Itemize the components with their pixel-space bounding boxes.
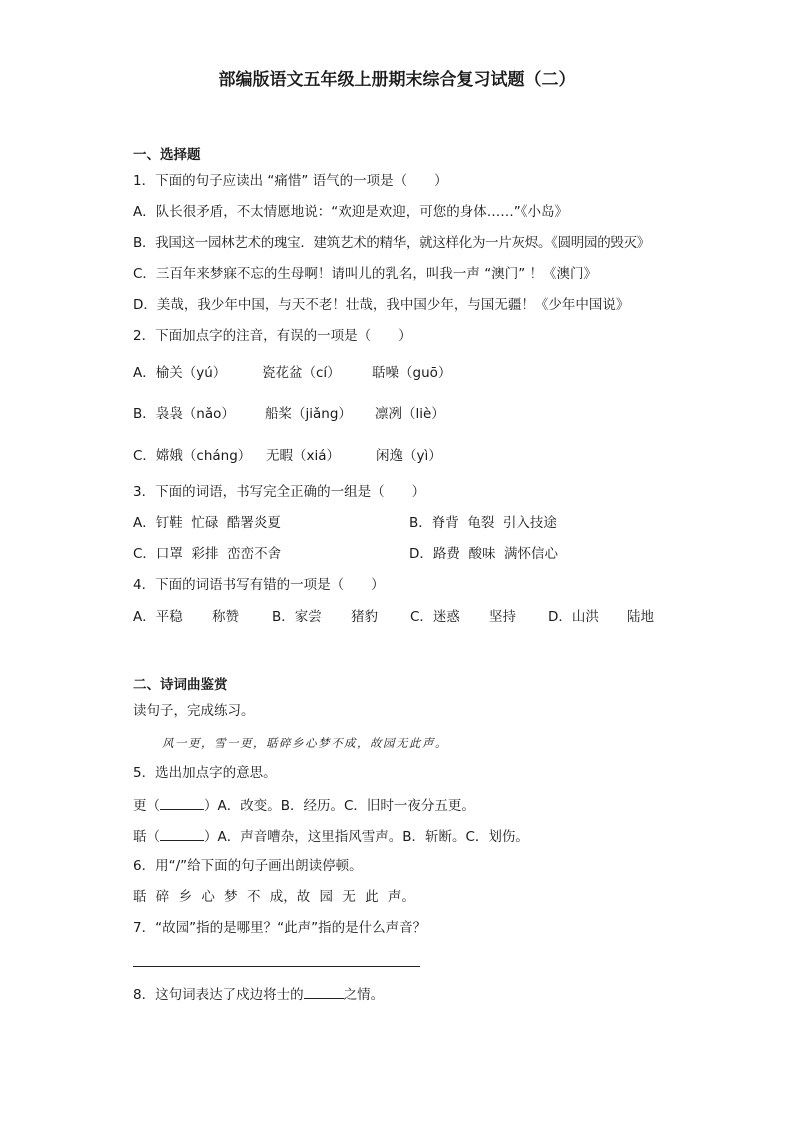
- q4-option-d-1: D．山洪: [548, 609, 599, 625]
- q2-option-a-1: A．榆关（yú）: [133, 365, 227, 381]
- q5-stem: 5．选出加点字的意思。: [133, 765, 277, 781]
- q5-gua-blank[interactable]: [160, 826, 204, 841]
- q8-line: [133, 984, 384, 1004]
- q2-option-b-2: 船桨（jiǎng）: [265, 406, 352, 422]
- q3-option-b: B．脊背 龟裂 引入技途: [409, 515, 557, 531]
- q4-option-c-2: 坚持: [489, 609, 516, 625]
- q8-blank[interactable]: [304, 984, 344, 999]
- q5-gua-prefix: 聒（: [133, 829, 160, 845]
- q2-stem: 2．下面加点字的注音，有误的一项是（ ）: [133, 328, 412, 344]
- q5-geng-blank[interactable]: [160, 795, 204, 810]
- q1-option-b: B．我国这一园林艺术的瑰宝．建筑艺术的精华，就这样化为一片灰烬。《圆明园的毁灭》: [133, 235, 651, 251]
- q4-option-a-2: 称赞: [212, 609, 239, 625]
- q7-answer-line[interactable]: [133, 966, 420, 967]
- q5-gua-line: [133, 826, 529, 846]
- q3-option-d: D．路费 酸味 满怀信心: [409, 546, 559, 562]
- q5-gua-suffix: ）A．声音嘈杂，这里指风雪声。B．斩断。C．划伤。: [204, 829, 529, 845]
- q3-option-a: A．钉鞋 忙碌 酷署炎夏: [133, 515, 281, 531]
- poetry-intro: 读句子，完成练习。: [133, 703, 255, 719]
- q2-option-c-2: 无暇（xiá）: [266, 448, 341, 464]
- q2-option-b-3: 凛冽（liè）: [375, 406, 445, 422]
- section-heading-choice: 一、选择题: [133, 147, 201, 163]
- q6-sentence: 聒 碎 乡 心 梦 不 成，故 园 无 此 声。: [133, 889, 415, 905]
- q4-option-b-2: 猪豹: [351, 609, 378, 625]
- q2-option-b-1: B．袅袅（nǎo）: [133, 406, 235, 422]
- q5-geng-line: [133, 795, 475, 815]
- q3-stem: 3．下面的词语，书写完全正确的一组是（ ）: [133, 484, 426, 500]
- q1-stem: 1．下面的句子应读出 “痛惜” 语气的一项是（ ）: [133, 173, 448, 189]
- q1-option-d: D．美哉，我少年中国，与天不老！壮哉，我中国少年，与国无疆！《少年中国说》: [133, 297, 630, 313]
- q3-option-c: C．口罩 彩排 峦峦不舍: [133, 546, 282, 562]
- q6-stem: 6．用“/”给下面的句子画出朗读停顿。: [133, 858, 363, 874]
- q5-geng-suffix: ）A．改变。B．经历。C．旧时一夜分五更。: [204, 798, 475, 814]
- section-heading-poetry: 二、诗词曲鉴赏: [133, 677, 228, 693]
- q2-option-c-3: 闲逸（yì）: [376, 448, 442, 464]
- q1-option-c: C．三百年来梦寐不忘的生母啊！请叫儿的乳名，叫我一声 “澳门” ！《澳门》: [133, 266, 597, 282]
- q8-prefix: 8．这句词表达了戍边将士的: [133, 987, 304, 1003]
- q4-option-d-2: 陆地: [627, 609, 654, 625]
- q2-option-a-2: 瓷花盆（cí）: [262, 365, 341, 381]
- q4-option-b-1: B．家尝: [272, 609, 322, 625]
- q5-geng-prefix: 更（: [133, 798, 160, 814]
- q2-option-a-3: 聒噪（guō）: [372, 365, 452, 381]
- q4-stem: 4．下面的词语书写有错的一项是（ ）: [133, 577, 385, 593]
- poem-line: 风一更，雪一更，聒碎乡心梦不成，故园无此声。: [162, 736, 448, 750]
- q4-option-a-1: A．平稳: [133, 609, 183, 625]
- q1-option-a: A．队长很矛盾，不太情愿地说：“欢迎是欢迎，可您的身体……”《小岛》: [133, 204, 568, 220]
- q2-option-c-1: C．嫦娥（cháng）: [133, 448, 252, 464]
- page-title: 部编版语文五年级上册期末综合复习试题（二）: [218, 70, 576, 90]
- q7-stem: 7．“故园”指的是哪里？“此声”指的是什么声音？: [133, 920, 427, 936]
- q8-suffix: 之情。: [343, 987, 385, 1003]
- q4-option-c-1: C．迷惑: [410, 609, 460, 625]
